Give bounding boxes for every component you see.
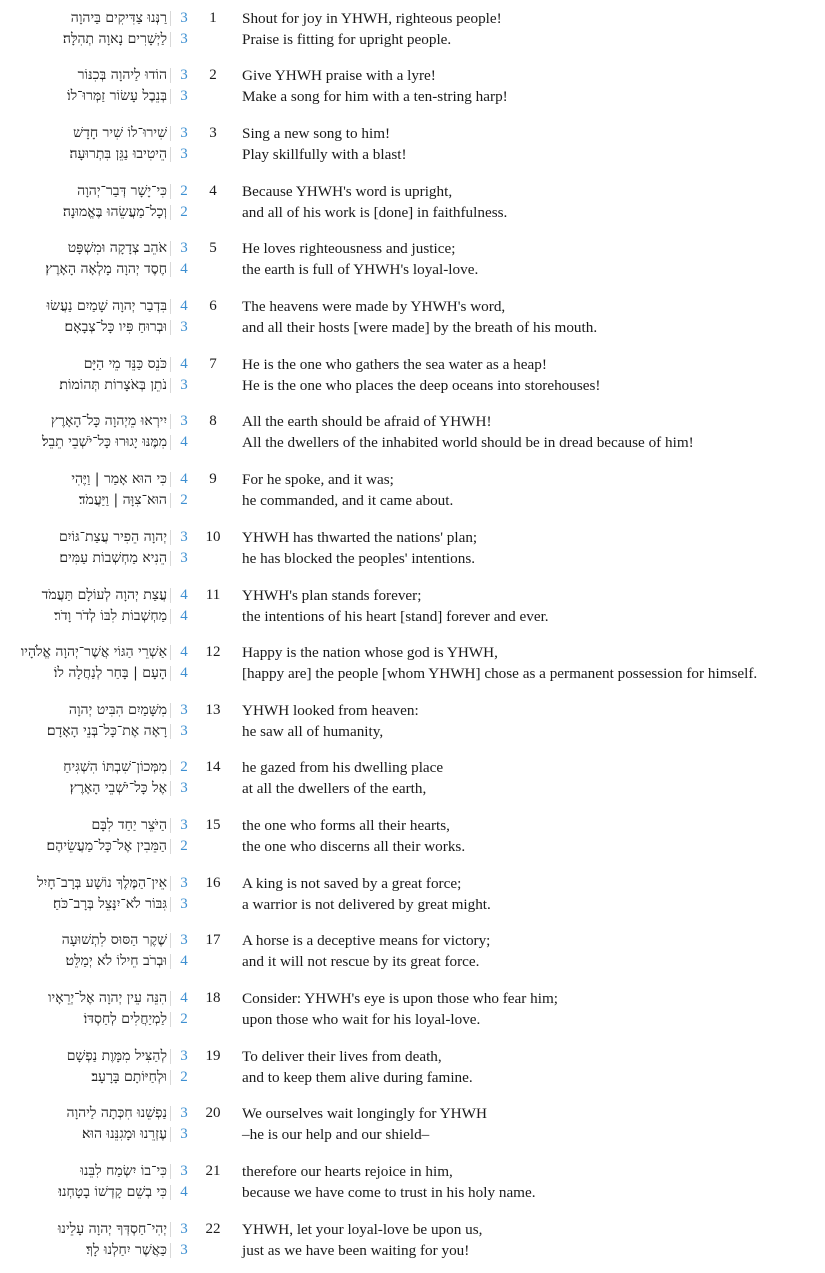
stress-count-column xyxy=(176,65,192,107)
line-separator xyxy=(170,933,171,948)
hebrew-line: וּלְחַיּוֹתָם בָּרָעָב׃ xyxy=(0,1067,173,1088)
line-separator xyxy=(170,609,171,624)
stress-count: 4 xyxy=(180,356,188,372)
line-separator xyxy=(170,897,171,912)
line-separator xyxy=(170,32,171,47)
stress-count-column xyxy=(176,815,192,857)
english-line: Happy is the nation whose god is YHWH, xyxy=(242,644,498,661)
line-separator xyxy=(170,320,171,335)
stress-count: 4 xyxy=(180,665,188,681)
hebrew-line: אֶל כָּל־יֹשְׁבֵי הָאָרֶץ׃ xyxy=(0,778,173,799)
english-line: YHWH, let your loyal-love be upon us, xyxy=(242,1221,483,1238)
hebrew-column xyxy=(0,296,173,338)
english-line: and it will not rescue by its great force. xyxy=(242,953,480,970)
stress-count: 4 xyxy=(180,471,188,487)
english-line: [happy are] the people [whom YHWH] chose as a permanent possession for himself. xyxy=(242,665,758,682)
hebrew-line: הוֹדוּ לַיהוָה בְּכִנּוֹר xyxy=(0,65,173,86)
line-separator xyxy=(170,760,171,775)
hebrew-line: כֹּנֵס כַּנֵּד מֵי הַיָּם xyxy=(0,354,173,375)
english-line: the one who discerns all their works. xyxy=(242,838,466,855)
stress-count: 2 xyxy=(180,492,188,508)
stress-count: 3 xyxy=(180,896,188,912)
hebrew-line: כִּי־יָשָׁר דְּבַר־יְהוָה xyxy=(0,181,173,202)
stress-count: 3 xyxy=(180,413,188,429)
english-line: Sing a new song to him! xyxy=(242,125,391,142)
stress-count-column xyxy=(176,296,192,338)
hebrew-column xyxy=(0,700,173,742)
hebrew-line: אֵין־הַמֶּלֶךְ נוֹשָׁע בְּרָב־חָיִל xyxy=(0,873,173,894)
stress-count-column xyxy=(176,642,192,684)
verse-row xyxy=(0,411,825,457)
english-column xyxy=(242,873,825,915)
hebrew-column xyxy=(0,1161,173,1203)
hebrew-line: מִמֶּנּוּ יָגוּרוּ כָּל־יֹשְׁבֵי תֵבֵל׃ xyxy=(0,432,173,453)
english-column xyxy=(242,988,825,1030)
stress-count: 3 xyxy=(180,875,188,891)
stress-count-column xyxy=(176,988,192,1030)
verse-number: 13 xyxy=(205,702,221,718)
hebrew-line: אַשְׁרֵי הַגּוֹי אֲשֶׁר־יְהוָה אֱלֹהָיו xyxy=(0,642,173,663)
hebrew-line: רַנְּנוּ צַדִּיקִים בַּיהוָה xyxy=(0,8,173,29)
hebrew-line: הֵיטִיבוּ נַגֵּן בִּתְרוּעָה׃ xyxy=(0,144,173,165)
english-line: All the earth should be afraid of YHWH! xyxy=(242,413,492,430)
verse-row xyxy=(0,238,825,284)
verse-number: 12 xyxy=(205,644,221,660)
stress-count: 3 xyxy=(180,1048,188,1064)
verse-number: 10 xyxy=(205,529,221,545)
verse-number: 4 xyxy=(209,183,217,199)
hebrew-line: רָאָה אֶת־כָּל־בְּנֵי הָאָדָם׃ xyxy=(0,721,173,742)
verse-row xyxy=(0,988,825,1034)
english-column xyxy=(242,238,825,280)
hebrew-line: יְהוָה הֵפִיר עֲצַת־גּוֹיִם xyxy=(0,527,173,548)
hebrew-column xyxy=(0,585,173,627)
english-column xyxy=(242,1219,825,1261)
english-line: Because YHWH's word is upright, xyxy=(242,183,453,200)
english-line: because we have come to trust in his holy name. xyxy=(242,1184,536,1201)
stress-count-column xyxy=(176,1046,192,1088)
english-line: A king is not saved by a great force; xyxy=(242,875,462,892)
verse-row xyxy=(0,65,825,111)
english-line: he has blocked the peoples' intentions. xyxy=(242,550,476,567)
hebrew-line: נַפְשֵׁנוּ חִכְּתָה לַיהוָה xyxy=(0,1103,173,1124)
stress-count: 3 xyxy=(180,146,188,162)
stress-count: 3 xyxy=(180,67,188,83)
english-line: YHWH's plan stands forever; xyxy=(242,587,422,604)
english-line: YHWH has thwarted the nations' plan; xyxy=(242,529,478,546)
line-separator xyxy=(170,1070,171,1085)
english-line: he commanded, and it came about. xyxy=(242,492,454,509)
hebrew-column xyxy=(0,1046,173,1088)
stress-count: 3 xyxy=(180,319,188,335)
hebrew-line: עֶזְרֵנוּ וּמָגִנֵּנוּ הוּא׃ xyxy=(0,1124,173,1145)
verse-number: 7 xyxy=(209,356,217,372)
hebrew-column xyxy=(0,354,173,396)
stress-count: 4 xyxy=(180,298,188,314)
stress-count-column xyxy=(176,930,192,972)
stress-count-column xyxy=(176,469,192,511)
english-line: upon those who wait for his loyal-love. xyxy=(242,1011,481,1028)
hebrew-column xyxy=(0,930,173,972)
english-column xyxy=(242,642,825,684)
line-separator xyxy=(170,588,171,603)
hebrew-column xyxy=(0,181,173,223)
stress-count: 3 xyxy=(180,550,188,566)
stress-count: 3 xyxy=(180,10,188,26)
stress-count: 3 xyxy=(180,780,188,796)
stress-count: 3 xyxy=(180,240,188,256)
hebrew-line: יְהִי־חַסְדְּךָ יְהוָה עָלֵינוּ xyxy=(0,1219,173,1240)
stress-count: 2 xyxy=(180,1011,188,1027)
english-column xyxy=(242,8,825,50)
english-column xyxy=(242,65,825,107)
hebrew-line: מַחְשְׁבוֹת לִבּוֹ לְדֹר וָדֹר׃ xyxy=(0,606,173,627)
line-separator xyxy=(170,1127,171,1142)
english-column xyxy=(242,815,825,857)
hebrew-column xyxy=(0,1219,173,1261)
hebrew-line: הַמֵּבִין אֶל־כָּל־מַעֲשֵׂיהֶם׃ xyxy=(0,836,173,857)
english-line: All the dwellers of the inhabited world should be in dread because of him! xyxy=(242,434,694,451)
verse-number: 5 xyxy=(209,240,217,256)
stress-count: 4 xyxy=(180,1184,188,1200)
line-separator xyxy=(170,147,171,162)
line-separator xyxy=(170,839,171,854)
english-line: The heavens were made by YHWH's word, xyxy=(242,298,506,315)
hebrew-column xyxy=(0,411,173,453)
hebrew-line: חֶסֶד יְהוָה מָלְאָה הָאָרֶץ׃ xyxy=(0,259,173,280)
stress-count: 4 xyxy=(180,434,188,450)
stress-count-column xyxy=(176,1103,192,1145)
line-separator xyxy=(170,262,171,277)
line-separator xyxy=(170,530,171,545)
line-separator xyxy=(170,551,171,566)
stress-count: 3 xyxy=(180,377,188,393)
english-column xyxy=(242,1103,825,1145)
hebrew-column xyxy=(0,642,173,684)
english-line: A horse is a deceptive means for victory; xyxy=(242,932,491,949)
english-line: Play skillfully with a blast! xyxy=(242,146,407,163)
hebrew-line: הִנֵּה עֵין יְהוָה אֶל־יְרֵאָיו xyxy=(0,988,173,1009)
hebrew-line: אֹהֵב צְדָקָה וּמִשְׁפָּט xyxy=(0,238,173,259)
line-separator xyxy=(170,1012,171,1027)
line-separator xyxy=(170,645,171,660)
stress-count-column xyxy=(176,527,192,569)
verse-number: 22 xyxy=(205,1221,221,1237)
line-separator xyxy=(170,357,171,372)
line-separator xyxy=(170,666,171,681)
verse-number: 8 xyxy=(209,413,217,429)
stress-count: 3 xyxy=(180,723,188,739)
hebrew-column xyxy=(0,123,173,165)
line-separator xyxy=(170,435,171,450)
stress-count-column xyxy=(176,238,192,280)
stress-count: 4 xyxy=(180,608,188,624)
line-separator xyxy=(170,1243,171,1258)
hebrew-line: בְּנֵבֶל עָשׂוֹר זַמְּרוּ־לוֹ׃ xyxy=(0,86,173,107)
english-line: For he spoke, and it was; xyxy=(242,471,394,488)
english-column xyxy=(242,354,825,396)
verse-row xyxy=(0,296,825,342)
line-separator xyxy=(170,1222,171,1237)
english-column xyxy=(242,123,825,165)
english-line: and to keep them alive during famine. xyxy=(242,1069,473,1086)
english-line: the one who forms all their hearts, xyxy=(242,817,450,834)
stress-count-column xyxy=(176,1219,192,1261)
verse-row xyxy=(0,757,825,803)
hebrew-column xyxy=(0,873,173,915)
line-separator xyxy=(170,703,171,718)
verse-number: 15 xyxy=(205,817,221,833)
stress-count: 4 xyxy=(180,587,188,603)
verse-number: 21 xyxy=(205,1163,221,1179)
line-separator xyxy=(170,11,171,26)
verse-row xyxy=(0,527,825,573)
english-column xyxy=(242,469,825,511)
stress-count-column xyxy=(176,700,192,742)
line-separator xyxy=(170,493,171,508)
stress-count: 2 xyxy=(180,204,188,220)
english-line: YHWH looked from heaven: xyxy=(242,702,419,719)
english-column xyxy=(242,1046,825,1088)
verse-row xyxy=(0,8,825,54)
english-line: and all their hosts [were made] by the breath of his mouth. xyxy=(242,319,598,336)
verse-number: 9 xyxy=(209,471,217,487)
english-line: Shout for joy in YHWH, righteous people! xyxy=(242,10,502,27)
english-line: He is the one who places the deep oceans into storehouses! xyxy=(242,377,601,394)
verse-number: 6 xyxy=(209,298,217,314)
hebrew-line: כִּי הוּא אָמַר | וַיֶּהִי xyxy=(0,469,173,490)
hebrew-line: כִּי־בוֹ יִשְׂמַח לִבֵּנוּ xyxy=(0,1161,173,1182)
hebrew-line: לַיְשָׁרִים נָאוָה תְהִלָּה׃ xyxy=(0,29,173,50)
line-separator xyxy=(170,378,171,393)
verse-row xyxy=(0,469,825,515)
hebrew-column xyxy=(0,527,173,569)
hebrew-line: לַמְיַחֲלִים לְחַסְדּוֹ׃ xyxy=(0,1009,173,1030)
stress-count: 2 xyxy=(180,759,188,775)
verse-row xyxy=(0,642,825,688)
english-line: We ourselves wait longingly for YHWH xyxy=(242,1105,487,1122)
verse-row xyxy=(0,123,825,169)
line-separator xyxy=(170,724,171,739)
english-line: the earth is full of YHWH's loyal-love. xyxy=(242,261,479,278)
english-column xyxy=(242,296,825,338)
line-separator xyxy=(170,126,171,141)
stress-count: 4 xyxy=(180,644,188,660)
english-line: Make a song for him with a ten-string harp! xyxy=(242,88,508,105)
english-line: a warrior is not delivered by great might. xyxy=(242,896,491,913)
english-line: Give YHWH praise with a lyre! xyxy=(242,67,436,84)
stress-count: 4 xyxy=(180,953,188,969)
hebrew-column xyxy=(0,757,173,799)
line-separator xyxy=(170,954,171,969)
stress-count: 3 xyxy=(180,125,188,141)
verse-number: 14 xyxy=(205,759,221,775)
stress-count-column xyxy=(176,181,192,223)
stress-count: 2 xyxy=(180,1069,188,1085)
line-separator xyxy=(170,414,171,429)
line-separator xyxy=(170,876,171,891)
stress-count: 4 xyxy=(180,261,188,277)
stress-count-column xyxy=(176,8,192,50)
stress-count: 3 xyxy=(180,88,188,104)
verse-row xyxy=(0,930,825,976)
line-separator xyxy=(170,68,171,83)
verse-number: 3 xyxy=(209,125,217,141)
verse-row xyxy=(0,1046,825,1092)
english-line: he saw all of humanity, xyxy=(242,723,384,740)
english-column xyxy=(242,930,825,972)
line-separator xyxy=(170,1185,171,1200)
hebrew-line: לְהַצִּיל מִמָּוֶת נַפְשָׁם xyxy=(0,1046,173,1067)
hebrew-column xyxy=(0,8,173,50)
hebrew-line: וְכָל־מַעֲשֵׂהוּ בֶּאֱמוּנָה׃ xyxy=(0,202,173,223)
hebrew-line: וּבְרוּחַ פִּיו כָּל־צְבָאָם׃ xyxy=(0,317,173,338)
hebrew-line: עֲצַת יְהוָה לְעוֹלָם תַּעֲמֹד xyxy=(0,585,173,606)
english-column xyxy=(242,585,825,627)
hebrew-column xyxy=(0,238,173,280)
stress-count-column xyxy=(176,757,192,799)
verse-row xyxy=(0,181,825,227)
hebrew-line: שִׁירוּ־לוֹ שִׁיר חָדָשׁ xyxy=(0,123,173,144)
stress-count-column xyxy=(176,1161,192,1203)
hebrew-line: הוּא־צִוָּה | וַיַּעֲמֹד׃ xyxy=(0,490,173,511)
stress-count: 3 xyxy=(180,1221,188,1237)
english-column xyxy=(242,757,825,799)
stress-count: 3 xyxy=(180,1126,188,1142)
english-column xyxy=(242,1161,825,1203)
hebrew-line: שֶׁקֶר הַסּוּס לִתְשׁוּעָה xyxy=(0,930,173,951)
english-line: He is the one who gathers the sea water as a heap! xyxy=(242,356,547,373)
line-separator xyxy=(170,241,171,256)
verse-row xyxy=(0,1219,825,1265)
english-line: therefore our hearts rejoice in him, xyxy=(242,1163,453,1180)
english-column xyxy=(242,411,825,453)
hebrew-line: כִּי בְשֵׁם קָדְשׁוֹ בָטָחְנוּ׃ xyxy=(0,1182,173,1203)
stress-count-column xyxy=(176,873,192,915)
hebrew-line: הָעָם | בָּחַר לְנַחֲלָה לוֹ׃ xyxy=(0,663,173,684)
stress-count: 2 xyxy=(180,183,188,199)
verse-row xyxy=(0,1103,825,1149)
hebrew-line: יִירְאוּ מֵיְהוָה כָּל־הָאָרֶץ xyxy=(0,411,173,432)
line-separator xyxy=(170,89,171,104)
english-line: he gazed from his dwelling place xyxy=(242,759,444,776)
line-separator xyxy=(170,1049,171,1064)
hebrew-column xyxy=(0,988,173,1030)
verse-row xyxy=(0,354,825,400)
hebrew-line: גִּבּוֹר לֹא־יִנָּצֵל בְּרָב־כֹּחַ׃ xyxy=(0,894,173,915)
verse-row xyxy=(0,873,825,919)
stress-count-column xyxy=(176,123,192,165)
english-line: –he is our help and our shield– xyxy=(242,1126,430,1143)
hebrew-column xyxy=(0,65,173,107)
line-separator xyxy=(170,818,171,833)
hebrew-line: כַּאֲשֶׁר יִחַלְנוּ לָךְ׃ xyxy=(0,1240,173,1261)
english-line: Consider: YHWH's eye is upon those who fear him; xyxy=(242,990,558,1007)
stress-count: 3 xyxy=(180,529,188,545)
verse-number: 1 xyxy=(209,10,217,26)
line-separator xyxy=(170,991,171,1006)
english-line: Praise is fitting for upright people. xyxy=(242,31,452,48)
english-column xyxy=(242,181,825,223)
stress-count: 3 xyxy=(180,932,188,948)
english-line: and all of his work is [done] in faithfulness. xyxy=(242,204,508,221)
stress-count: 4 xyxy=(180,990,188,1006)
english-line: the intentions of his heart [stand] forever and ever. xyxy=(242,608,549,625)
english-line: To deliver their lives from death, xyxy=(242,1048,442,1065)
hebrew-line: נֹתֵן בְּאֹצָרוֹת תְּהוֹמוֹת׃ xyxy=(0,375,173,396)
hebrew-line: בִּדְבַר יְהוָה שָׁמַיִם נַעֲשׂוּ xyxy=(0,296,173,317)
verse-row xyxy=(0,700,825,746)
line-separator xyxy=(170,781,171,796)
stress-count: 3 xyxy=(180,1242,188,1258)
hebrew-line: וּבְרֹב חֵילוֹ לֹא יְמַלֵּט׃ xyxy=(0,951,173,972)
stress-count-column xyxy=(176,411,192,453)
line-separator xyxy=(170,299,171,314)
verse-row xyxy=(0,585,825,631)
english-line: at all the dwellers of the earth, xyxy=(242,780,427,797)
stress-count-column xyxy=(176,354,192,396)
hebrew-line: הַיֹּצֵר יַחַד לִבָּם xyxy=(0,815,173,836)
hebrew-column xyxy=(0,469,173,511)
stress-count: 3 xyxy=(180,1163,188,1179)
verse-number: 17 xyxy=(205,932,221,948)
english-line: just as we have been waiting for you! xyxy=(242,1242,470,1259)
hebrew-column xyxy=(0,1103,173,1145)
stress-count: 3 xyxy=(180,702,188,718)
stress-count: 3 xyxy=(180,817,188,833)
stress-count-column xyxy=(176,585,192,627)
line-separator xyxy=(170,205,171,220)
line-separator xyxy=(170,1106,171,1121)
stress-count: 3 xyxy=(180,31,188,47)
line-separator xyxy=(170,472,171,487)
verse-number: 16 xyxy=(205,875,221,891)
english-line: He loves righteousness and justice; xyxy=(242,240,456,257)
verse-row xyxy=(0,1161,825,1207)
hebrew-line: הֵנִיא מַחְשְׁבוֹת עַמִּים׃ xyxy=(0,548,173,569)
verse-row xyxy=(0,815,825,861)
verse-number: 18 xyxy=(205,990,221,1006)
verse-number: 20 xyxy=(205,1105,221,1121)
hebrew-line: מִשָּׁמַיִם הִבִּיט יְהוָה xyxy=(0,700,173,721)
line-separator xyxy=(170,1164,171,1179)
verse-number: 2 xyxy=(209,67,217,83)
verse-number: 19 xyxy=(205,1048,221,1064)
stress-count: 2 xyxy=(180,838,188,854)
stress-count: 3 xyxy=(180,1105,188,1121)
english-column xyxy=(242,700,825,742)
line-separator xyxy=(170,184,171,199)
hebrew-line: מִמְּכוֹן־שִׁבְתּוֹ הִשְׁגִּיחַ xyxy=(0,757,173,778)
verse-number: 11 xyxy=(205,587,221,603)
hebrew-column xyxy=(0,815,173,857)
english-column xyxy=(242,527,825,569)
